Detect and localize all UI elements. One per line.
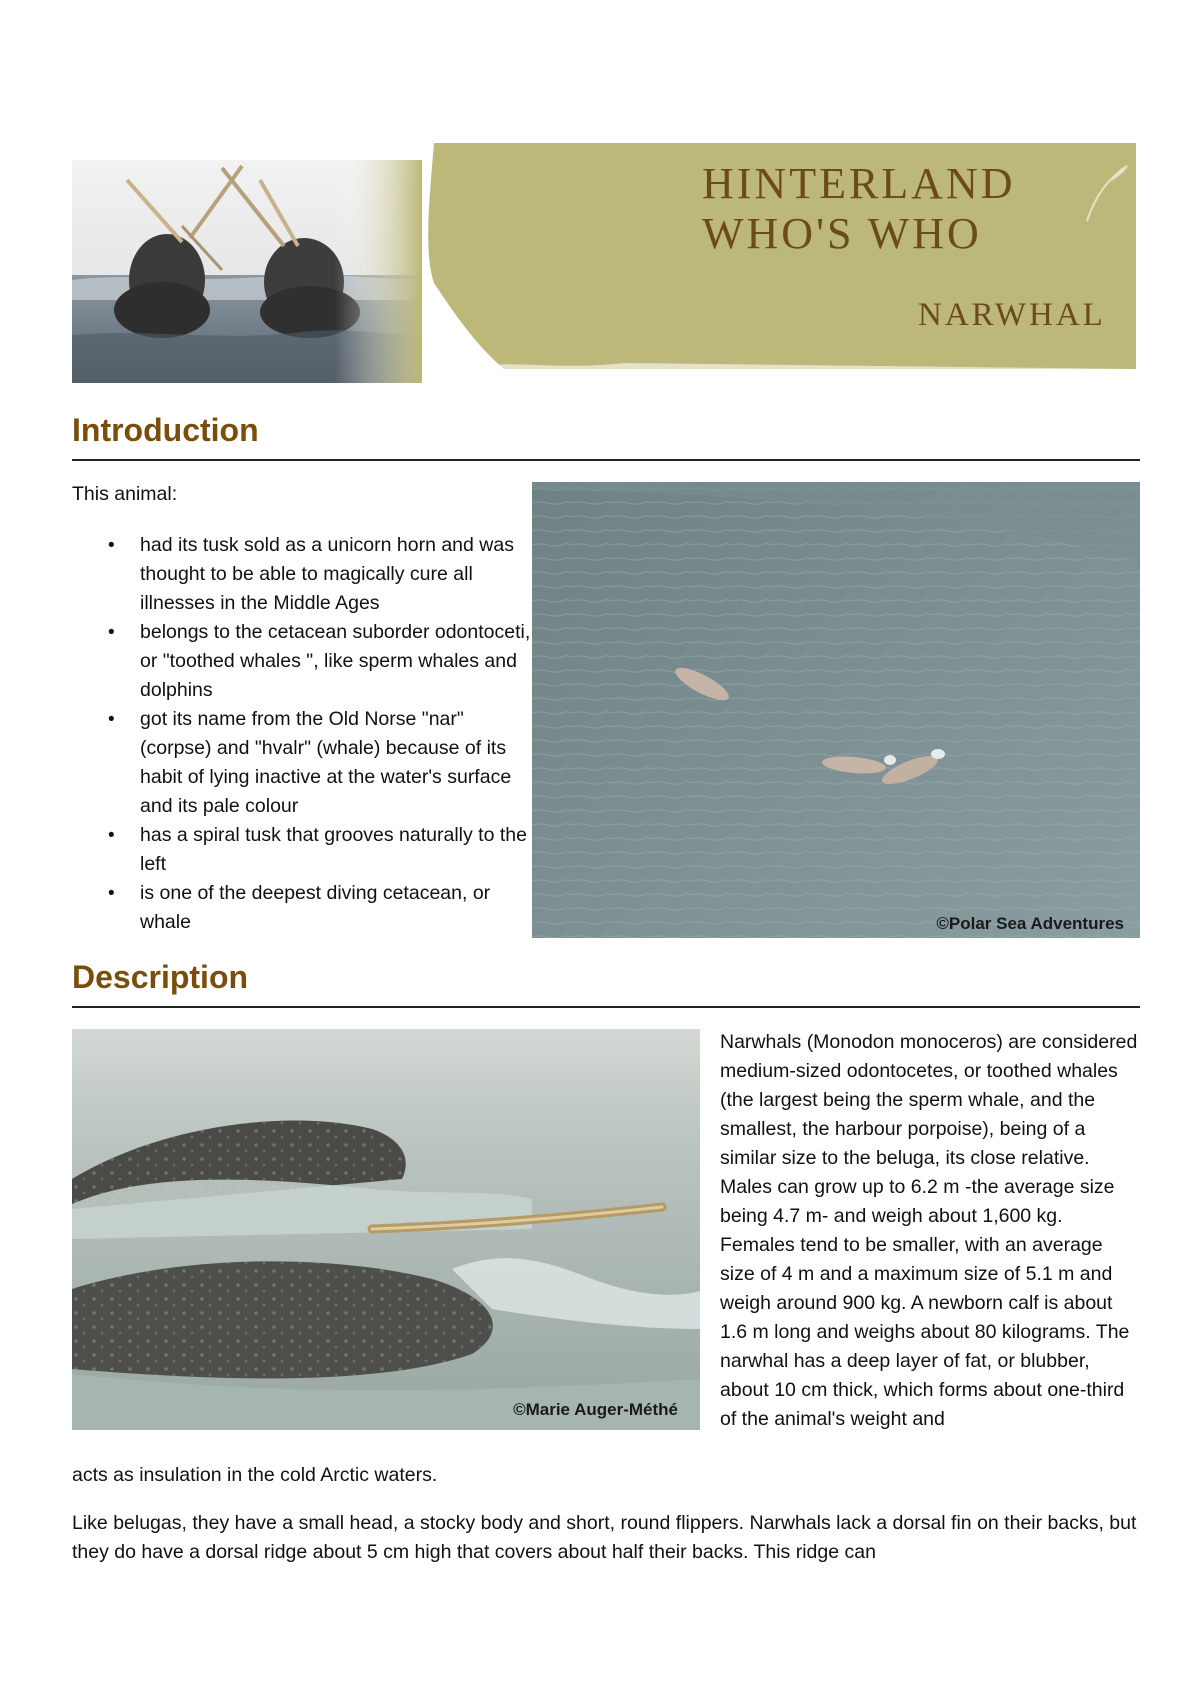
introduction-rule: [72, 459, 1140, 461]
introduction-text: [72, 480, 532, 937]
bullet-icon: •: [108, 825, 115, 846]
banner-narwhals-photo: [72, 160, 422, 383]
brand-line-hinterland: HINTERLAND: [702, 159, 1016, 208]
narwhal-closeup-photo: [72, 1029, 700, 1430]
list-item: • is one of the deepest diving cetacean, or whale: [140, 879, 532, 937]
bullet-icon: •: [108, 709, 115, 730]
description-paragraph-2: Like belugas, they have a small head, a stocky body and short, round flippers. Narwhals lack a dorsal fin on their backs, but they do have a dorsal ridge about 5 cm high that covers about half their backs. This ridge can: [72, 1512, 1137, 1563]
bullet-icon: •: [108, 883, 115, 904]
list-item: • belongs to the cetacean suborder odontoceti, or "toothed whales ", like sperm whales and dolphins: [140, 618, 532, 705]
bullet-icon: •: [108, 622, 115, 643]
bullet-icon: •: [108, 535, 115, 556]
introduction-lead: This animal:: [72, 483, 178, 505]
list-item: • has a spiral tusk that grooves naturally to the left: [140, 821, 532, 879]
species-name: NARWHAL: [918, 297, 1106, 333]
description-paragraph-1-continued: acts as insulation in the cold Arctic waters.: [72, 1464, 438, 1486]
aerial-sea-photo: [532, 482, 1140, 938]
header-banner: [72, 143, 1136, 383]
description-rule: [72, 1006, 1140, 1008]
brand-line-whos-who: WHO'S WHO: [702, 209, 982, 258]
introduction-heading: Introduction: [72, 412, 259, 448]
leaf-swirl-icon: [1082, 161, 1132, 231]
photo-credit-marie: ©Marie Auger-Méthé: [513, 1400, 678, 1419]
description-paragraph-1: Narwhals (Monodon monoceros) are considered medium-sized odontocetes, or toothed whales (the largest being the sperm whale, and the smallest, the harbour porpoise), being of a similar size to the beluga, its close relative. Males can grow up to 6.2 m -the average size being 4.7 m- and weigh about 1,600 kg. Females tend to be smaller, with an average size of 4 m and a maximum size of 5.1 m and weigh around 900 kg. A newborn calf is about 1.6 m long and weighs about 80 kilograms. The narwhal has a deep layer of fat, or blubber, about 10 cm thick, which forms about one-third of the animal's weight and: [720, 1031, 1138, 1430]
brand-title: [702, 159, 1122, 259]
list-item: • got its name from the Old Norse "nar" (corpse) and "hvalr" (whale) because of its habit of lying inactive at the water's surface and its pale colour: [140, 705, 532, 821]
list-item: • had its tusk sold as a unicorn horn and was thought to be able to magically cure all illnesses in the Middle Ages: [140, 531, 532, 618]
photo-credit-polar-sea: ©Polar Sea Adventures: [936, 914, 1124, 933]
description-heading: Description: [72, 959, 249, 995]
introduction-bullet-list: [72, 531, 532, 937]
